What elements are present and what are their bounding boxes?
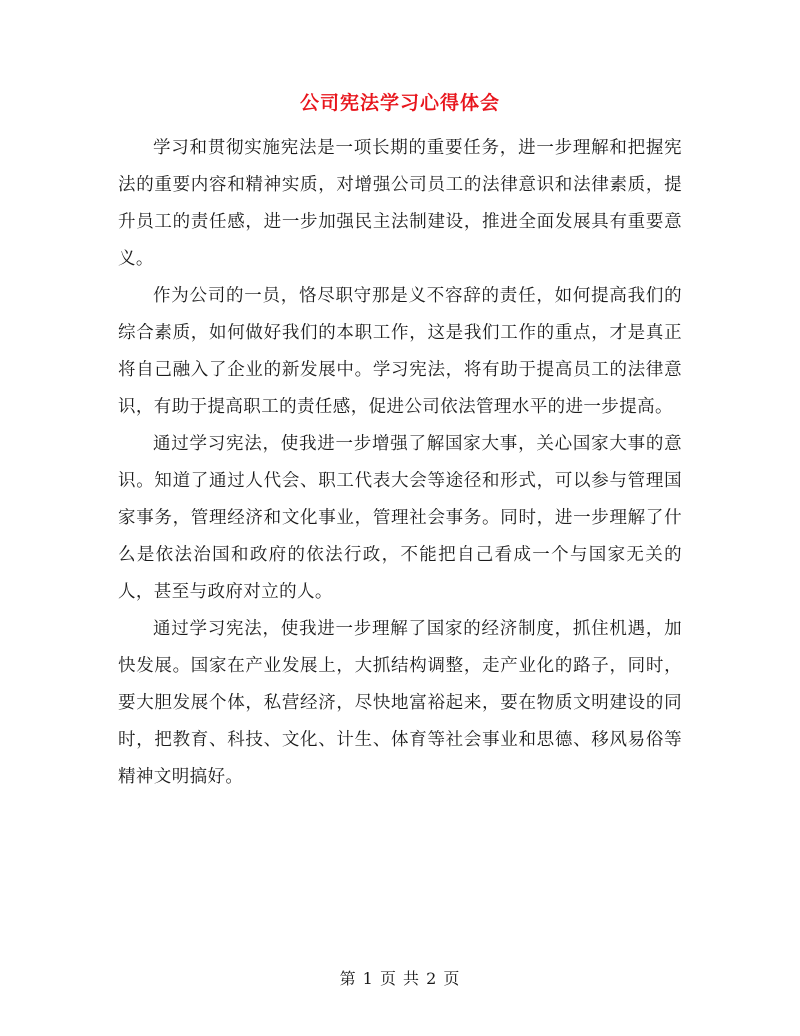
document-body (118, 130, 682, 796)
paragraph-1: 学习和贯彻实施宪法是一项长期的重要任务，进一步理解和把握宪法的重要内容和精神实质，对增强公司员工的法律意识和法律素质，提升员工的责任感，进一步加强民主法制建设，推进全面发展具有重要意义。 (118, 138, 682, 269)
document-title: 公司宪法学习心得体会 (299, 92, 500, 114)
page-number-footer: 第 1 页 共 2 页 (339, 969, 461, 988)
paragraph-2: 作为公司的一员，恪尽职守那是义不容辞的责任，如何提高我们的综合素质，如何做好我们的本职工作，这是我们工作的重点，才是真正将自己融入了企业的新发展中。学习宪法，将有助于提高员工的法律意识，有助于提高职工的责任感，促进公司依法管理水平的进一步提高。 (118, 286, 682, 417)
paragraph-3: 通过学习宪法，使我进一步增强了解国家大事，关心国家大事的意识。知道了通过人代会、职工代表大会等途径和形式，可以参与管理国家事务，管理经济和文化事业，管理社会事务。同时，进一步理解了什么是依法治国和政府的依法行政，不能把自己看成一个与国家无关的人，甚至与政府对立的人。 (118, 434, 682, 602)
paragraph-4: 通过学习宪法，使我进一步理解了国家的经济制度，抓住机遇，加快发展。国家在产业发展上，大抓结构调整，走产业化的路子，同时，要大胆发展个体，私营经济，尽快地富裕起来，要在物质文明建设的同时，把教育、科技、文化、计生、体育等社会事业和思德、移风易俗等精神文明搞好。 (118, 619, 682, 787)
